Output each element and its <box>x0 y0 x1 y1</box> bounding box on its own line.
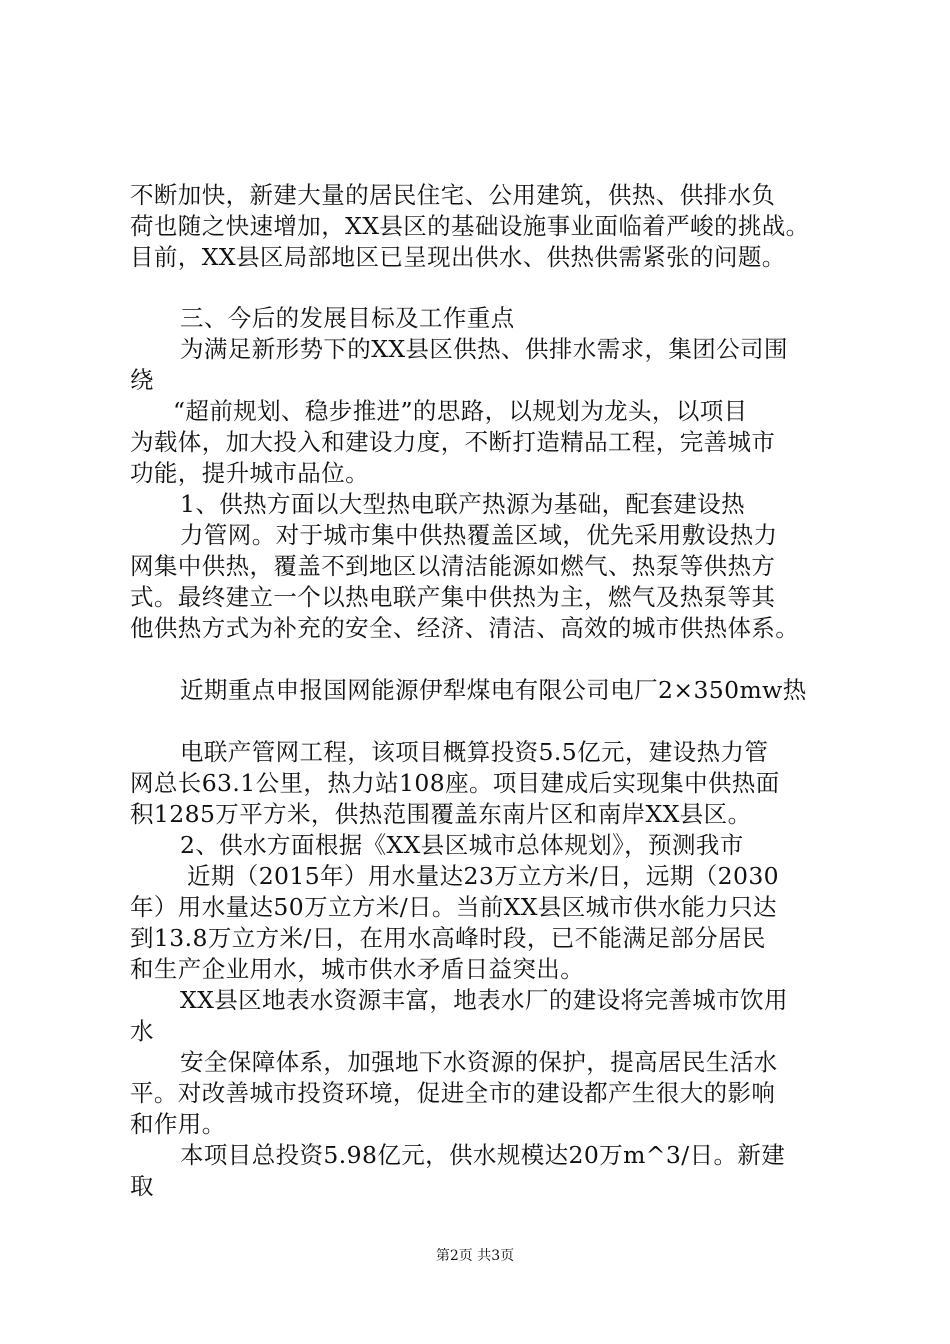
paragraph-line: 近期（2015年）用水量达23万立方米/日，远期（2030 <box>187 862 780 890</box>
paragraph-line: 不断加快，新建大量的居民住宅、公用建筑，供热、供排水负 <box>130 181 776 209</box>
paragraph-line: 安全保障体系，加强地下水资源的保护，提高居民生活水 <box>180 1048 778 1076</box>
page-footer: 第2页 共3页 <box>435 1248 515 1264</box>
paragraph-line: 到13.8万立方米/日，在用水高峰时段，已不能满足部分居民 <box>130 924 766 952</box>
paragraph-line: 取 <box>130 1172 154 1200</box>
paragraph-line: 他供热方式为补充的安全、经济、清洁、高效的城市供热体系。 <box>130 614 800 642</box>
paragraph-line: 功能，提升城市品位。 <box>130 459 369 487</box>
paragraph-line: 网集中供热，覆盖不到地区以清洁能源如燃气、热泵等供热方 <box>130 552 776 580</box>
paragraph-line: 2、供水方面根据《XX县区城市总体规划》，预测我市 <box>180 831 744 859</box>
paragraph-line: 和作用。 <box>130 1110 226 1138</box>
paragraph-line: 为满足新形势下的XX县区供热、供排水需求，集团公司围 <box>180 335 788 363</box>
paragraph-line: 积1285万平方米，供热范围覆盖东南片区和南岸XX县区。 <box>130 800 752 828</box>
paragraph-line: 式。最终建立一个以热电联产集中供热为主，燃气及热泵等其 <box>130 583 776 611</box>
paragraph-line: 为载体，加大投入和建设力度，不断打造精品工程，完善城市 <box>130 428 776 456</box>
paragraph-line: 荷也随之快速增加，XX县区的基础设施事业面临着严峻的挑战。 <box>130 212 810 240</box>
paragraph-line: 绕 <box>130 366 154 394</box>
paragraph-line: 1、供热方面以大型热电联产热源为基础，配套建设热 <box>180 490 746 518</box>
paragraph-line: “超前规划、稳步推进”的思路，以规划为龙头，以项目 <box>173 397 748 425</box>
paragraph-line: 近期重点申报国网能源伊犁煤电有限公司电厂2×350mw热 <box>180 676 807 704</box>
paragraph-line: 平。对改善城市投资环境，促进全市的建设都产生很大的影响 <box>130 1079 776 1107</box>
paragraph-line: 目前，XX县区局部地区已呈现出供水、供热供需紧张的问题。 <box>130 243 786 271</box>
paragraph-line: 和生产企业用水，城市供水矛盾日益突出。 <box>130 955 585 983</box>
paragraph-line: 水 <box>130 1017 154 1045</box>
paragraph-line: 网总长63.1公里，热力站108座。项目建成后实现集中供热面 <box>130 769 780 797</box>
paragraph-line: 本项目总投资5.98亿元，供水规模达20万m^3/日。新建 <box>180 1141 786 1169</box>
paragraph-line: XX县区地表水资源丰富，地表水厂的建设将完善城市饮用 <box>180 986 788 1014</box>
paragraph-line: 电联产管网工程，该项目概算投资5.5亿元，建设热力管 <box>180 738 769 766</box>
section-heading: 三、今后的发展目标及工作重点 <box>180 304 515 332</box>
paragraph-line: 力管网。对于城市集中供热覆盖区域，优先采用敷设热力 <box>180 521 778 549</box>
paragraph-line: 年）用水量达50万立方米/日。当前XX县区城市供水能力只达 <box>130 893 777 921</box>
